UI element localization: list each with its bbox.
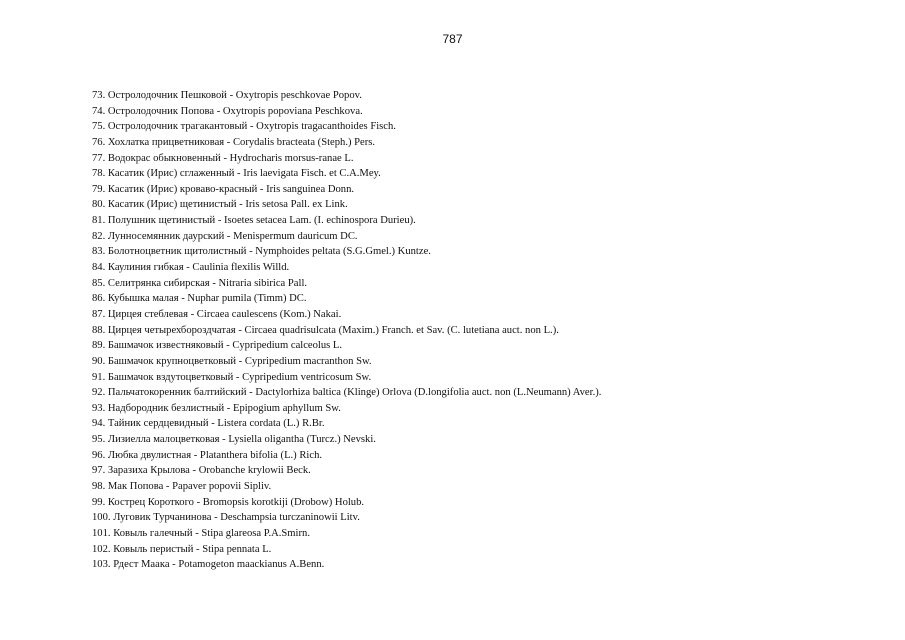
list-item: 88. Цирцея четырехбороздчатая - Circaea quadrisulcata (Maxim.) Franch. et Sav. (C. lutetiana auct. non L.).: [92, 324, 559, 336]
list-item: 102. Ковыль перистый - Stipa pennata L.: [92, 543, 272, 555]
list-item: 94. Тайник сердцевидный - Listera cordata (L.) R.Br.: [92, 418, 325, 430]
list-item: 73. Остролодочник Пешковой - Oxytropis peschkovae Popov.: [92, 90, 362, 101]
page-number: 787: [442, 32, 463, 46]
list-item: 93. Надбородник безлистный - Epipogium aphyllum Sw.: [92, 402, 341, 414]
list-item: 86. Кубышка малая - Nuphar pumila (Timm) DC.: [92, 293, 307, 305]
list-item: 89. Башмачок известняковый - Cypripedium calceolus L.: [92, 340, 343, 352]
list-item: 81. Полушник щетинистый - Isoetes setacea Lam. (I. echinospora Durieu).: [92, 215, 416, 227]
list-item: 82. Лунносемянник даурский - Menispermum dauricum DC.: [92, 230, 358, 242]
list-item: 97. Заразиха Крылова - Orobanche krylowii Beck.: [92, 465, 311, 477]
list-item: 74. Остролодочник Попова - Oxytropis popoviana Peschkova.: [92, 105, 363, 117]
list-item: 80. Касатик (Ирис) щетинистый - Iris setosa Pall. ex Link.: [92, 199, 348, 211]
list-item: 79. Касатик (Ирис) кроваво-красный - Iris sanguinea Donn.: [92, 183, 355, 195]
list-item: 91. Башмачок вздутоцветковый - Cypripedium ventricosum Sw.: [92, 371, 372, 383]
list-item: 90. Башмачок крупноцветковый - Cypripedium macranthon Sw.: [92, 355, 372, 367]
list-item: 76. Хохлатка прицветниковая - Corydalis bracteata (Steph.) Pers.: [92, 136, 376, 148]
species-list: [92, 88, 601, 573]
list-item: 87. Цирцея стеблевая - Circaea caulescens (Kom.) Nakai.: [92, 308, 342, 320]
list-item: 92. Пальчатокоренник балтийский - Dactylorhiza baltica (Klinge) Orlova (D.longifolia auct. non (L.Neumann) Aver.).: [92, 387, 602, 399]
list-item: 100. Луговик Турчанинова - Deschampsia turczaninowii Litv.: [92, 512, 360, 524]
list-item: 75. Остролодочник трагакантовый - Oxytropis tragacanthoides Fisch.: [92, 121, 396, 133]
list-item: 77. Водокрас обыкновенный - Hydrocharis morsus-ranae L.: [92, 152, 354, 164]
list-item: 96. Любка двулистная - Platanthera bifolia (L.) Rich.: [92, 449, 323, 461]
list-item: 99. Кострец Короткого - Bromopsis korotkiji (Drobow) Holub.: [92, 496, 365, 508]
list-item: 84. Каулиния гибкая - Caulinia flexilis Willd.: [92, 262, 290, 274]
list-item: 83. Болотноцветник щитолистный - Nymphoides peltata (S.G.Gmel.) Kuntze.: [92, 246, 431, 258]
list-item: 98. Мак Попова - Papaver popovii Sipliv.: [92, 481, 272, 493]
list-item: 78. Касатик (Ирис) сглаженный - Iris laevigata Fisch. et C.A.Mey.: [92, 168, 381, 180]
list-item: 101. Ковыль галечный - Stipa glareosa P.A.Smirn.: [92, 527, 310, 539]
list-item: 95. Лизиелла малоцветковая - Lysiella oligantha (Turcz.) Nevski.: [92, 434, 376, 446]
list-item: 85. Селитрянка сибирская - Nitraria sibirica Pall.: [92, 277, 308, 289]
list-item: 103. Рдест Маака - Potamogeton maackianus A.Benn.: [92, 559, 325, 571]
